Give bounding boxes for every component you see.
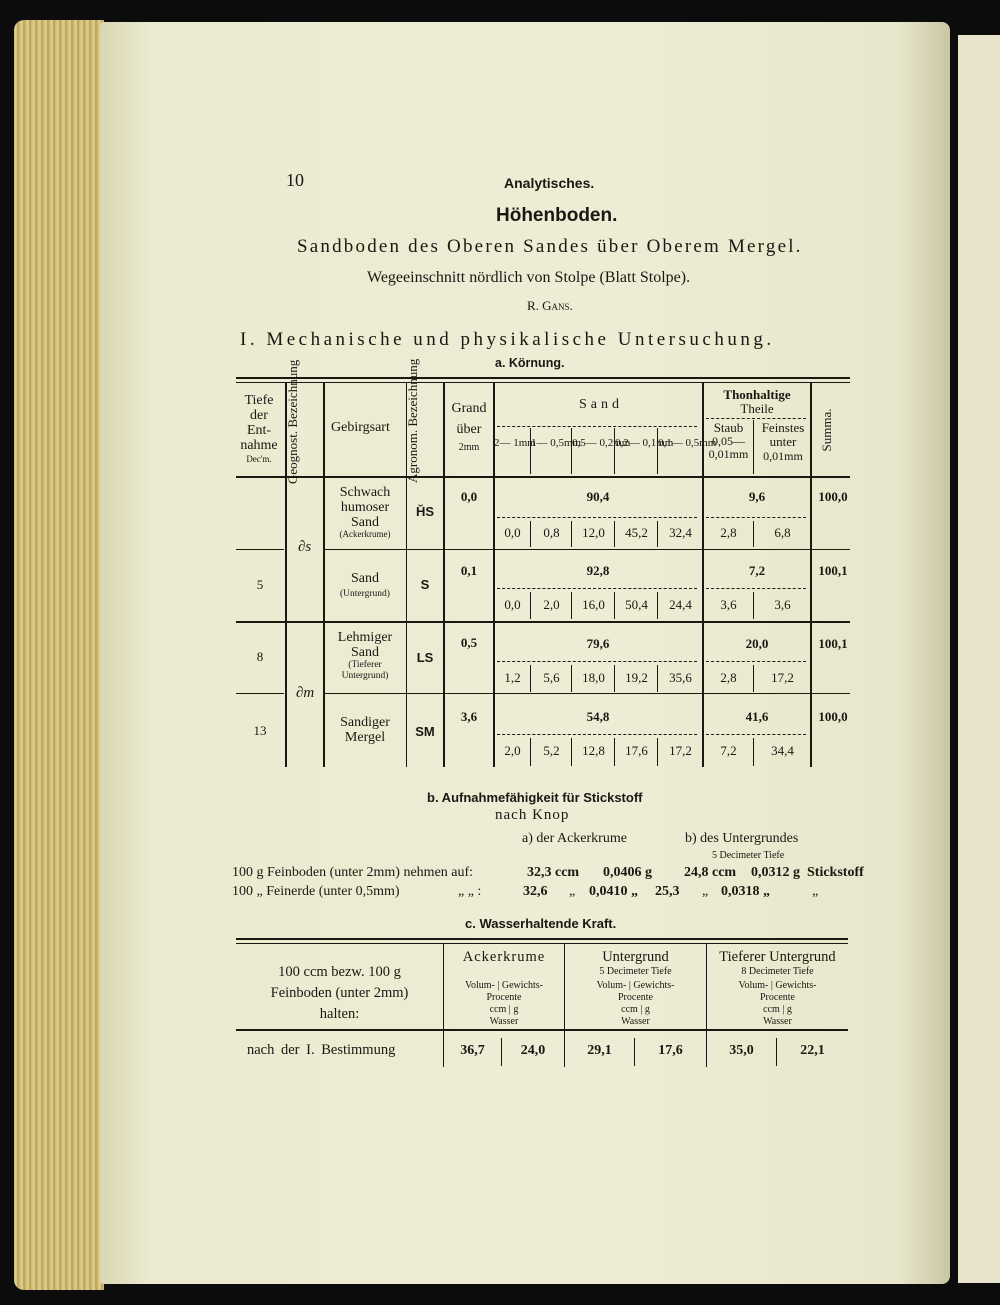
row3-sand-3: 18,0 [582, 670, 605, 685]
header-sand-col-2: 1— 0,5mm [531, 437, 582, 449]
c-group2-sub2: Procente [618, 991, 653, 1003]
header-sand-col-4: 0,2— 0,1mm [615, 437, 674, 449]
subtitle: Sandboden des Oberen Sandes über Oberem Mergel. [297, 236, 803, 257]
row4-sand-3: 12,8 [582, 743, 605, 758]
c-value-2: 24,0 [520, 1043, 546, 1058]
row1-sand-2: 0,8 [543, 525, 560, 540]
c-group1-sub4: Wasser [489, 1015, 519, 1027]
header-sand-col-3: 0,5— 0,2mm [572, 437, 631, 449]
c-left-header-1: 100 ccm bezw. 100 g [278, 964, 401, 980]
header-tiefe-unit: Dec'm. [246, 454, 272, 465]
b-row2-b-g: 0,0318 „ [721, 884, 770, 899]
row4-sand-2: 5,2 [543, 743, 560, 758]
row1-gebirgsart-1: Schwach [339, 485, 391, 500]
row2-sand-total: 92,8 [586, 563, 610, 578]
row3-sand-total: 79,6 [586, 636, 610, 651]
c-left-header-2: Feinboden (unter 2mm) [270, 985, 409, 1002]
row1-gebirgsart-2: humoser [340, 499, 390, 515]
header-tiefe-4: nahme [240, 438, 278, 454]
c-group3-title: Tieferer Untergrund [719, 949, 836, 965]
geognost-mark-ds: ∂s [298, 539, 312, 555]
row4-tiefe: 13 [253, 723, 267, 738]
b-row1-a-g: 0,0406 g [603, 865, 652, 880]
row3-thon-total: 20,0 [745, 636, 769, 651]
b-row2-b-ccm: 25,3 [655, 884, 680, 899]
row2-tiefe: 5 [256, 577, 264, 592]
row2-sand-5: 24,4 [669, 597, 692, 612]
header-feinstes-3: 0,01mm [763, 448, 803, 463]
row3-tiefe: 8 [256, 649, 264, 664]
header-summa: Summa. [819, 408, 834, 452]
header-staub-1: Staub [713, 420, 744, 435]
row1-agronom: H̆S [415, 504, 435, 519]
b-row1-b-g: 0,0312 g [751, 865, 800, 880]
row2-sand-3: 16,0 [582, 597, 605, 612]
b-row2-a-ccm: 32,6 [523, 884, 548, 899]
c-group1-title: Ackerkrume [462, 949, 546, 965]
row2-sand-4: 50,4 [625, 597, 648, 612]
header-tiefe-1: Tiefe [244, 393, 274, 408]
row1-thon-total: 9,6 [748, 489, 766, 504]
row4-grand: 3,6 [460, 709, 478, 724]
c-group1-sub2: Procente [486, 991, 522, 1003]
header-grand-3: 2mm [458, 442, 480, 453]
row4-feinstes: 34,4 [771, 743, 794, 758]
b-row2-q3: „ [812, 884, 819, 899]
row3-sand-5: 35,6 [669, 670, 692, 685]
header-grand-1: Grand [451, 401, 487, 416]
row3-staub: 2,8 [720, 670, 737, 685]
header-thon-2: Theile [740, 400, 774, 416]
row2-sand-2: 2,0 [543, 597, 560, 612]
row3-grand: 0,5 [460, 635, 478, 650]
b-row2-a-g: 0,0410 „ [589, 884, 638, 899]
c-group1-sub3: ccm | g [489, 1003, 519, 1015]
row2-gebirgsart-1: Sand [351, 571, 379, 586]
row3-sand-4: 19,2 [625, 670, 648, 685]
b-column-a: a) der Ackerkrume [522, 831, 627, 846]
header-agronom: Agronom. Bezeichnung [405, 358, 420, 483]
c-group2-depth: 5 Decimeter Tiefe [599, 965, 672, 977]
row2-agronom: S [420, 577, 430, 592]
c-row-label: nach der I. Bestimmung [247, 1042, 396, 1058]
row3-gebirgsart-1: Lehmiger [337, 630, 393, 645]
c-group3-depth: 8 Decimeter Tiefe [741, 965, 814, 977]
c-group2-sub3: ccm | g [621, 1003, 650, 1015]
row4-sand-total: 54,8 [586, 709, 610, 724]
geognost-mark-dm: ∂m [296, 685, 315, 701]
row4-sand-4: 17,6 [625, 743, 648, 758]
row2-feinstes: 3,6 [774, 597, 791, 612]
row3-sub: (Tieferer Untergrund) [341, 660, 389, 681]
row1-gebirgsart-3: Sand [351, 514, 379, 530]
facing-page-edge [958, 35, 1000, 1283]
c-group3-sub3: ccm | g [763, 1003, 792, 1015]
c-group3-sub4: Wasser [763, 1015, 792, 1027]
row1-staub: 2,8 [720, 525, 737, 540]
row4-staub: 7,2 [720, 743, 737, 758]
row1-sand-1: 0,0 [504, 525, 521, 540]
c-group2-title: Untergrund [602, 949, 669, 965]
header-feinstes-2: unter [769, 434, 797, 450]
row1-grand: 0,0 [460, 489, 478, 504]
row3-gebirgsart-2: Sand [351, 644, 379, 660]
header-feinstes-1: Feinstes [761, 420, 805, 435]
row3-agronom: LS [416, 650, 434, 665]
row4-agronom: SM [415, 724, 435, 739]
row2-sand-1: 0,0 [504, 597, 521, 612]
b-row1-label: 100 g Feinboden (unter 2mm) nehmen auf: [232, 865, 474, 880]
row1-sand-5: 32,4 [669, 525, 692, 540]
header-grand-2: über [456, 422, 482, 437]
row2-thon-total: 7,2 [748, 563, 766, 578]
b-column-b-depth: 5 Decimeter Tiefe [712, 850, 785, 861]
b-column-b: b) des Untergrundes [685, 831, 799, 846]
page-title: Höhenboden. [496, 205, 618, 226]
row4-sand-5: 17,2 [669, 743, 692, 758]
header-sand-col-1: 2— 1mm [494, 437, 536, 449]
b-row1-a-ccm: 32,3 ccm [527, 865, 580, 880]
b-row1-b-ccm: 24,8 ccm [684, 865, 737, 880]
header-staub-2: 0,05— [712, 434, 745, 449]
c-group1-sub1: Volum- | Gewichts- [465, 979, 543, 991]
b-row2-q1: „ [569, 884, 576, 899]
row1-feinstes: 6,8 [774, 525, 791, 540]
header-sand-col-5: 0,1— 0,5mm [658, 437, 717, 449]
header-geognost: Geognost. Bezeichnung [285, 359, 300, 484]
row2-staub: 3,6 [720, 597, 737, 612]
row2-sub: (Untergrund) [340, 589, 390, 600]
header-thon-1: Thonhaltige [723, 387, 791, 402]
subsection-b: b. Aufnahmefähigkeit für Stickstoff [427, 790, 643, 805]
row4-gebirgsart-1: Sandiger [340, 715, 390, 730]
header-staub-3: 0,01mm [708, 447, 749, 462]
b-row2-mid: „ „ : [458, 884, 482, 899]
c-value-6: 22,1 [800, 1043, 825, 1058]
b-row2-label: 100 „ Feinerde (unter 0,5mm) [232, 884, 400, 899]
row3-sand-2: 5,6 [543, 670, 560, 685]
row3-feinstes: 17,2 [771, 670, 794, 685]
row2-grand: 0,1 [460, 563, 478, 578]
header-tiefe-2: der [250, 408, 268, 424]
c-group3-sub2: Procente [760, 991, 795, 1003]
location: Wegeeinschnitt nördlich von Stolpe (Blatt Stolpe). [367, 269, 691, 286]
c-value-5: 35,0 [729, 1043, 754, 1058]
subsection-a: a. Körnung. [495, 356, 565, 370]
row3-summa: 100,1 [818, 636, 848, 651]
c-group2-sub1: Volum- | Gewichts- [596, 979, 675, 991]
row1-sand-4: 45,2 [625, 525, 648, 540]
section-heading: I. Mechanische und physikalische Untersuchung. [240, 329, 775, 350]
c-group2-sub4: Wasser [621, 1015, 650, 1027]
header-tiefe-3: Ent- [246, 423, 272, 439]
c-value-4: 17,6 [658, 1043, 683, 1058]
subsection-c: c. Wasserhaltende Kraft. [465, 916, 617, 931]
row4-thon-total: 41,6 [745, 709, 769, 724]
author: R. Gans. [527, 298, 573, 313]
row1-summa: 100,0 [818, 489, 848, 504]
c-value-3: 29,1 [587, 1043, 612, 1058]
row4-gebirgsart-2: Mergel [344, 730, 386, 746]
page-edges [14, 20, 104, 1290]
row3-sand-1: 1,2 [504, 670, 521, 685]
running-header: Analytisches. [504, 175, 595, 191]
c-group3-sub1: Volum- | Gewichts- [738, 979, 817, 991]
b-row2-q2: „ [702, 884, 709, 899]
header-gebirgsart: Gebirgsart [331, 420, 390, 435]
row4-sand-1: 2,0 [504, 743, 521, 758]
row1-sand-3: 12,0 [582, 525, 605, 540]
header-sand: Sand [579, 397, 623, 412]
row4-summa: 100,0 [818, 709, 848, 724]
c-left-header-3: halten: [319, 1006, 360, 1023]
b-row1-suffix: Stickstoff [807, 865, 864, 880]
subsection-b-line2: nach Knop [495, 807, 570, 823]
row1-sand-total: 90,4 [586, 489, 610, 504]
row2-summa: 100,1 [818, 563, 848, 578]
page-number: 10 [286, 170, 304, 190]
row1-sub: (Ackerkrume) [339, 529, 391, 540]
c-value-1: 36,7 [460, 1043, 485, 1058]
